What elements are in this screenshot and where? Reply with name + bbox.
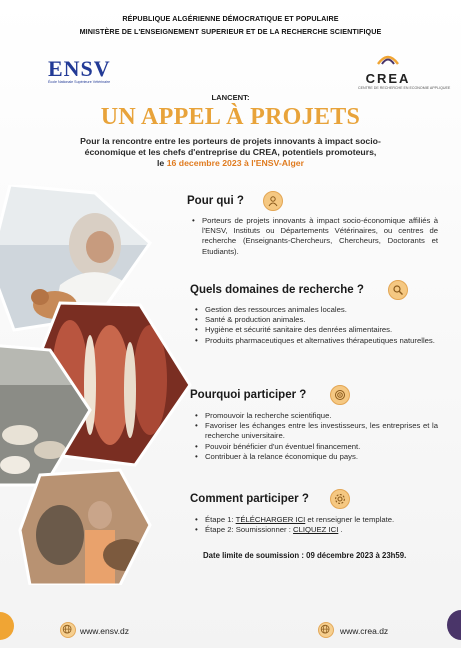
photo-collage (0, 185, 200, 585)
page-title: UN APPEL À PROJETS (100, 104, 361, 130)
download-link[interactable]: TÉLÉCHARGER ICI (235, 515, 306, 524)
crea-logo-subtitle: CENTRE DE RECHERCHE EN ECONOMIE APPLIQUEE (358, 86, 451, 90)
pour-qui-list (190, 216, 438, 257)
gear-icon (330, 489, 350, 509)
event-date: 16 decembre 2023 à l'ENSV-Alger (166, 158, 304, 168)
list-item: • Porteurs de projets innovants à impact socio-économique affiliés à l'ENSV, Instituts ou Départements Vétérinaires, ou centres de recherche (Enseignants-Chercheurs, Chercheurs, Doctorants et Etudiants). (190, 216, 438, 257)
globe-icon (318, 622, 334, 638)
intro-text (40, 136, 421, 169)
deadline-label: Date limite de soumission : (203, 551, 307, 560)
ensv-website-link[interactable]: www.ensv.dz (80, 626, 129, 636)
list-item: • Hygiène et sécurité sanitaire des denrées alimentaires. (193, 325, 438, 335)
crea-website-link[interactable]: www.crea.dz (340, 626, 389, 636)
step-2-prefix: Étape 2: Soumissionner : (205, 525, 291, 535)
list-item: • Produits pharmaceutiques et alternatives thérapeutiques naturelles. (193, 336, 438, 346)
header-ministry: MINISTÈRE DE L'ENSEIGNEMENT SUPERIEUR ET DE LA RECHERCHE SCIENTIFIQUE (79, 27, 382, 36)
section-title-comment: Comment participer ? (190, 493, 309, 505)
decorative-orange-shape (0, 612, 14, 640)
crea-mark-icon (376, 52, 400, 66)
section-title-domaines: Quels domaines de recherche ? (190, 284, 364, 296)
search-icon (388, 280, 408, 300)
step-1-suffix: et renseigner le template. (307, 515, 395, 524)
step-1-prefix: Étape 1: (205, 515, 234, 524)
crea-logo-word: CREA (365, 71, 411, 86)
deadline-value: 09 décembre 2023 à 23h59. (306, 551, 407, 560)
lancent-label: LANCENT: (211, 93, 250, 102)
intro-line-2: économique et les chefs d'entreprise du CREA, potentiels promoteurs, (84, 147, 377, 157)
list-item: • Gestion des ressources animales locales. (193, 305, 438, 315)
domaines-list (193, 305, 438, 346)
globe-icon (60, 622, 76, 638)
target-icon (330, 385, 350, 405)
submit-link[interactable]: CLIQUEZ ICI (293, 525, 339, 535)
target-audience-icon (263, 191, 283, 211)
section-title-pour-qui: Pour qui ? (187, 195, 244, 207)
decorative-purple-shape (447, 610, 461, 640)
intro-line-3 (40, 158, 421, 169)
list-item: • Contribuer à la relance économique du pays. (193, 452, 438, 462)
ensv-logo (48, 58, 120, 92)
footer (0, 610, 461, 648)
intro-line-1: Pour la rencontre entre les porteurs de projets innovants à impact socio- (80, 136, 381, 146)
pourquoi-list (193, 411, 438, 462)
step-1 (193, 515, 438, 525)
ensv-logo-word: ENSV (48, 56, 111, 81)
list-item: • Santé & production animales. (193, 315, 438, 325)
step-2-suffix: . (340, 525, 343, 535)
deadline (203, 551, 406, 560)
header-republic: RÉPUBLIQUE ALGÉRIENNE DÉMOCRATIQUE ET POPULAIRE (122, 14, 339, 23)
comment-steps (193, 515, 438, 535)
list-item: • Favoriser les échanges entre les investisseurs, les entreprises et la recherche universitaire. (193, 421, 438, 441)
list-item: • Pouvoir bénéficier d'un éventuel financement. (193, 442, 438, 452)
step-2 (193, 525, 438, 535)
ensv-logo-subtitle: École Nationale Supérieure Vétérinaire (48, 80, 111, 84)
list-item: • Promouvoir la recherche scientifique. (193, 411, 438, 421)
intro-date-prefix: le (157, 158, 167, 168)
section-title-pourquoi: Pourquoi participer ? (190, 389, 307, 401)
